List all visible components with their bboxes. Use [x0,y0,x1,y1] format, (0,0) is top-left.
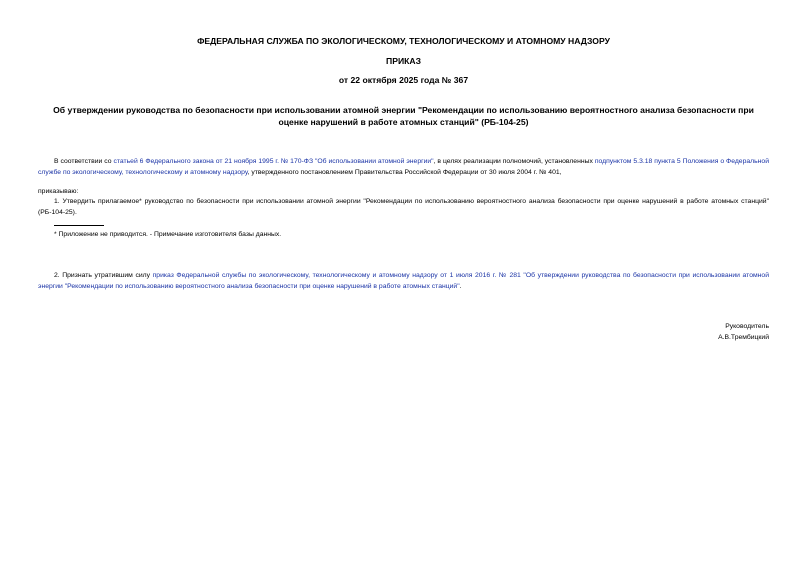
law-link[interactable]: статьей 6 Федерального закона от 21 ноября 1995 г. № 170-ФЗ "Об использовании атомной энергии" [113,158,434,165]
document-title: Об утверждении руководства по безопасности при использовании атомной энергии "Рекомендации по использованию вероятностного анализа безопасности при оценке нарушений в работе атомных станций" (РБ-104-25) [53,105,754,127]
preamble-text-2: , в целях реализации полномочий, установленных [433,158,595,165]
signature-name: А.В.Трембицкий [718,334,769,341]
preamble-text-3: , утвержденного постановлением Правительства Российской Федерации от 30 июля 2004 г. № 401, [247,169,562,176]
regulation-link[interactable]: подпунктом 5.3.18 пункта 5 Положения о Федеральной службе по экологическому, технологическому и атомному надзору [38,158,769,176]
repealed-order-link[interactable]: приказ Федеральной службы по экологическому, технологическому и атомному надзору от 1 июля 2016 г. № 281 "Об утверждении руководства по безопасности при использовании атомной энергии "Рекомендации по использованию вероятностного анализа безопасности при оценке нарушений в работе атомных станций" [38,272,770,290]
preamble-paragraph [38,156,769,178]
signature-position: Руководитель [725,323,769,330]
document-type: ПРИКАЗ [386,56,421,66]
agency-name: ФЕДЕРАЛЬНАЯ СЛУЖБА ПО ЭКОЛОГИЧЕСКОМУ, ТЕХНОЛОГИЧЕСКОМУ И АТОМНОМУ НАДЗОРУ [197,36,610,46]
clause-2-text-1: 2. Признать утратившим силу [54,272,153,279]
footnote-separator [54,225,104,226]
order-word: приказываю: [38,188,79,195]
document-date-number: от 22 октября 2025 года № 367 [338,75,469,85]
signature-block [718,321,769,343]
clause-2 [38,270,769,292]
clause-1: 1. Утвердить прилагаемое* руководство по безопасности при использовании атомной энергии "Рекомендации по использованию вероятностного анализа безопасности при оценке нарушений в работе атомных станций" (РБ-104-25). [38,198,769,216]
footnote: * Приложение не приводится. - Примечание изготовителя базы данных. [54,231,282,238]
preamble-text-1: В соответствии со [54,158,114,165]
clause-2-text-2: . [459,283,462,290]
